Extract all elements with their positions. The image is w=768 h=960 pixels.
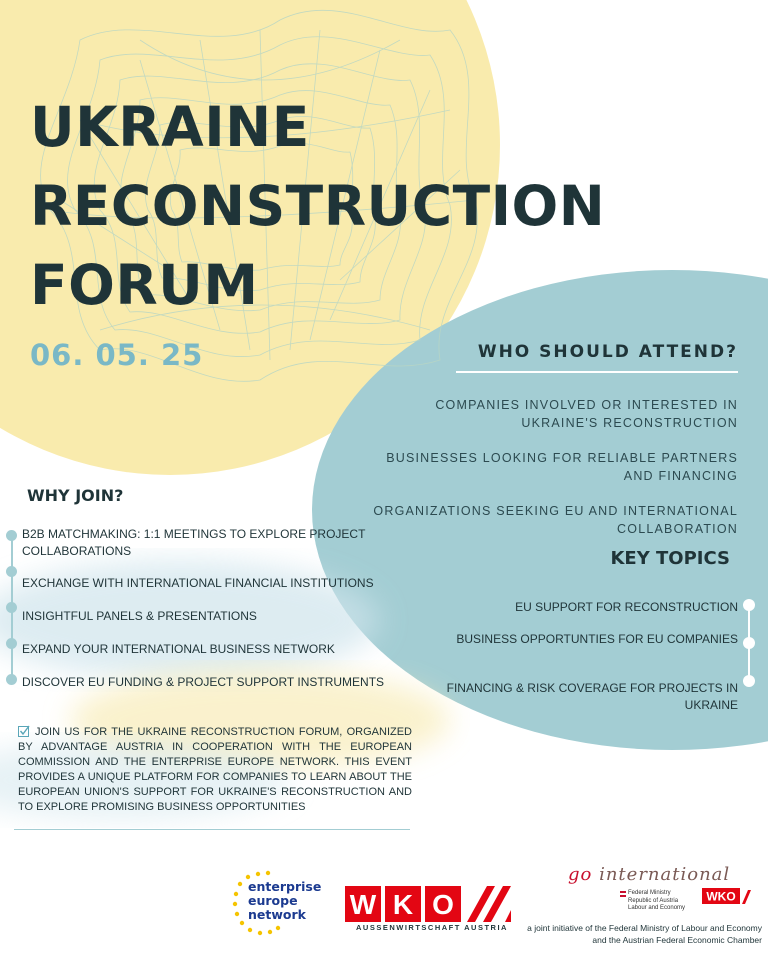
wko-letter-w: W xyxy=(349,889,377,920)
why-join-heading: WHY JOIN? xyxy=(27,486,124,505)
key-topic-dot xyxy=(743,599,755,611)
wko-small-logo xyxy=(702,888,754,904)
ministry-line: Federal Ministry xyxy=(628,890,671,896)
key-topics-heading: KEY TOPICS xyxy=(610,548,730,569)
wko-letter-k: K xyxy=(392,889,414,920)
attend-divider xyxy=(456,371,738,373)
ministry-label xyxy=(628,890,685,913)
wko-logo xyxy=(345,886,517,922)
key-topic-dot xyxy=(743,675,755,687)
join-text: JOIN US FOR THE UKRAINE RECONSTRUCTION FORUM, ORGANIZED BY ADVANTAGE AUSTRIA IN COOPERATION WITH THE EUROPEAN COMMISSION AND THE ENTERPRISE EUROPE NETWORK. THIS EVENT PROVIDES A UNIQUE PLATFORM FOR COMPANIES TO LEARN ABOUT THE EUROPEAN UNION'S SUPPORT FOR UKRAINE'S RECONSTRUCTION AND TO EXPLORE PROMISING BUSINESS OPPORTUNITIES xyxy=(18,726,412,813)
joint-initiative-text: a joint initiative of the Federal Ministry of Labour and Economy and the Austrian Federal Economic Chamber xyxy=(527,923,762,945)
why-join-item: B2B MATCHMAKING: 1:1 MEETINGS TO EXPLORE PROJECT COLLABORATIONS xyxy=(22,527,366,558)
wko-subtitle: AUSSENWIRTSCHAFT AUSTRIA xyxy=(356,923,508,932)
key-topic-item: FINANCING & RISK COVERAGE FOR PROJECTS IN UKRAINE xyxy=(446,681,738,712)
event-date: 06. 05. 25 xyxy=(30,338,204,372)
go-international-rest: international xyxy=(592,864,731,885)
checkbox-checked-icon xyxy=(18,725,30,737)
why-join-item: EXPAND YOUR INTERNATIONAL BUSINESS NETWORK xyxy=(22,642,335,656)
een-word: enterprise xyxy=(248,879,322,894)
attend-item: COMPANIES INVOLVED OR INTERESTED IN UKRAINE'S RECONSTRUCTION xyxy=(435,398,738,430)
attend-item: BUSINESSES LOOKING FOR RELIABLE PARTNERS AND FINANCING xyxy=(386,451,738,483)
austria-flag-icon xyxy=(620,891,626,897)
wko-small-text: WKO xyxy=(706,889,736,904)
key-topic-item: EU SUPPORT FOR RECONSTRUCTION xyxy=(515,600,738,614)
een-wordmark xyxy=(248,880,321,922)
wko-letter-o: O xyxy=(432,889,454,920)
footer-divider xyxy=(14,829,410,830)
key-topic-item: BUSINESS OPPORTUNTIES FOR EU COMPANIES xyxy=(456,632,738,646)
why-join-item: DISCOVER EU FUNDING & PROJECT SUPPORT INSTRUMENTS xyxy=(22,675,385,689)
why-join-item: INSIGHTFUL PANELS & PRESENTATIONS xyxy=(22,609,257,623)
why-join-dot xyxy=(6,566,17,577)
why-join-item: EXCHANGE WITH INTERNATIONAL FINANCIAL INSTITUTIONS xyxy=(22,576,374,590)
een-word: network xyxy=(248,907,306,922)
who-should-attend-heading: WHO SHOULD ATTEND? xyxy=(477,342,738,362)
een-word: europe xyxy=(248,893,298,908)
title-line-3: FORUM xyxy=(30,253,259,317)
attend-item: ORGANIZATIONS SEEKING EU AND INTERNATIONAL COLLABORATION xyxy=(373,504,738,536)
ministry-line: Republic of Austria xyxy=(628,897,679,904)
why-join-dot xyxy=(6,674,17,685)
title-line-1: UKRAINE xyxy=(30,95,310,159)
why-join-dot xyxy=(6,638,17,649)
event-title xyxy=(30,88,605,325)
why-join-dot xyxy=(6,602,17,613)
join-description xyxy=(18,725,412,815)
why-join-dot xyxy=(6,530,17,541)
title-line-2: RECONSTRUCTION xyxy=(30,174,606,238)
key-topic-dot xyxy=(743,637,755,649)
ministry-line: Labour and Economy xyxy=(628,905,686,911)
go-international-logo xyxy=(568,864,730,885)
go-international-go: go xyxy=(568,864,593,885)
